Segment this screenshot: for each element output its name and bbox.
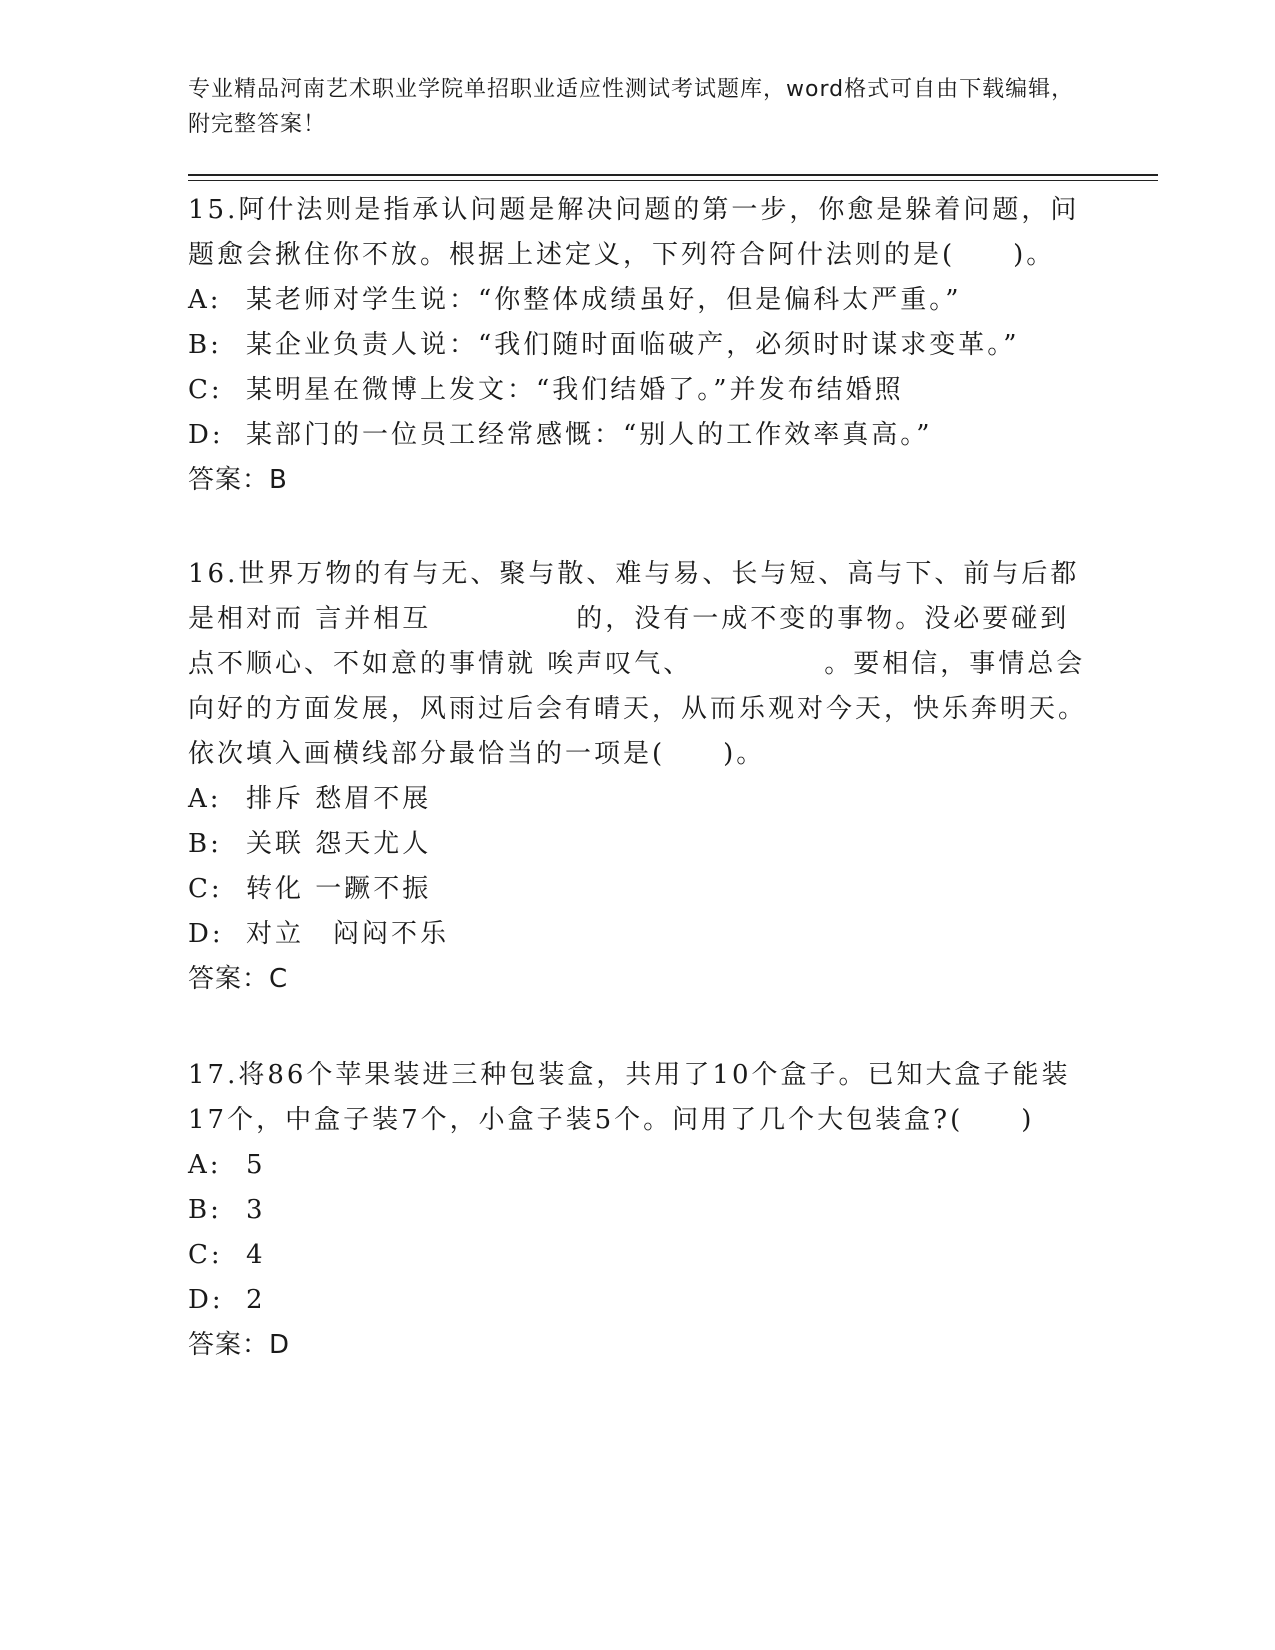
option-text: 某企业负责人说：“我们随时面临破产，必须时时谋求变革。”	[246, 330, 1020, 360]
option-text: 5	[246, 1150, 266, 1180]
option-c	[188, 1233, 1088, 1278]
question-15	[188, 188, 1088, 503]
option-b	[188, 822, 1088, 867]
document-header	[188, 72, 1088, 142]
header-rule-thin	[188, 180, 1158, 181]
option-c	[188, 867, 1088, 912]
option-text: 4	[246, 1240, 266, 1270]
option-letter: B:	[188, 330, 222, 360]
option-text: 排斥 愁眉不展	[246, 784, 432, 814]
option-a	[188, 1143, 1088, 1188]
header-text: 专业精品河南艺术职业学院单招职业适应性测试考试题库，word格式可自由下载编辑，附完整答案！	[188, 77, 1075, 137]
option-letter: B:	[188, 829, 222, 859]
option-d	[188, 1278, 1088, 1323]
option-d	[188, 912, 1088, 957]
question-stem: 15.阿什法则是指承认问题是解决问题的第一步，你愈是躲着问题，问题愈会揪住你不放。根据上述定义，下列符合阿什法则的是( )。	[188, 195, 1080, 270]
option-text: 转化 一蹶不振	[246, 874, 432, 904]
question-stem: 17.将86个苹果装进三种包装盒，共用了10个盒子。已知大盒子能装17个，中盒子装7个，小盒子装5个。问用了几个大包装盒?( )	[188, 1060, 1071, 1135]
option-letter: C:	[188, 874, 223, 904]
option-text: 对立 闷闷不乐	[246, 919, 450, 949]
option-letter: C:	[188, 1240, 223, 1270]
question-stem: 16.世界万物的有与无、聚与散、难与易、长与短、高与下、前与后都是相对而 言并相互 的，没有一成不变的事物。没必要碰到点不顺心、不如意的事情就 唉声叹气、 。要相信，事情总会向好的方面发展，风雨过后会有晴天，从而乐观对今天，快乐奔明天。依次填入画横线部分最恰当的一项是( )。	[188, 559, 1088, 769]
option-text: 3	[246, 1195, 266, 1225]
option-letter: A:	[188, 784, 222, 814]
option-a	[188, 278, 1088, 323]
option-c	[188, 368, 1088, 413]
option-letter: D:	[188, 420, 224, 450]
option-letter: A:	[188, 285, 222, 315]
question-16	[188, 552, 1088, 1002]
option-text: 某明星在微博上发文：“我们结婚了。”并发布结婚照	[246, 375, 904, 405]
option-b	[188, 1188, 1088, 1233]
option-text: 关联 怨天尤人	[246, 829, 432, 859]
option-letter: C:	[188, 375, 223, 405]
option-text: 某老师对学生说：“你整体成绩虽好，但是偏科太严重。”	[246, 285, 962, 315]
question-17	[188, 1053, 1088, 1368]
answer-line: 答案：D	[188, 1330, 291, 1360]
option-letter: B:	[188, 1195, 222, 1225]
header-rule-thick	[188, 174, 1158, 176]
option-letter: D:	[188, 1285, 224, 1315]
option-letter: A:	[188, 1150, 222, 1180]
option-b	[188, 323, 1088, 368]
option-text: 2	[246, 1285, 266, 1315]
option-text: 某部门的一位员工经常感慨：“别人的工作效率真高。”	[246, 420, 933, 450]
answer-line: 答案：C	[188, 964, 289, 994]
option-letter: D:	[188, 919, 224, 949]
option-d	[188, 413, 1088, 458]
answer-line: 答案：B	[188, 465, 288, 495]
option-a	[188, 777, 1088, 822]
